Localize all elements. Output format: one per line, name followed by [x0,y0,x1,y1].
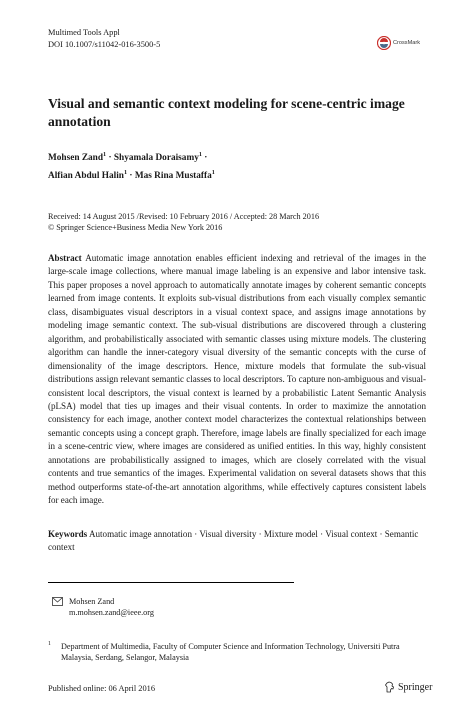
corresponding-author-email[interactable]: m.mohsen.zand@ieee.org [69,608,154,618]
author-affiliation-mark: 1 [211,168,215,176]
author-separator: · [106,153,114,164]
abstract-label: Abstract [48,253,82,263]
keywords-label: Keywords [48,529,88,539]
article-history [48,211,428,234]
crossmark-label: CrossMark [393,40,421,46]
copyright-line: © Springer Science+Business Media New York 2016 [48,223,223,233]
published-online: Published online: 06 April 2016 [48,684,156,693]
corresponding-author [52,596,154,618]
journal-name: Multimed Tools Appl [48,28,120,37]
author-name[interactable]: Alfian Abdul Halin [48,170,124,181]
crossmark-badge[interactable] [377,36,420,50]
author-affiliation-mark: 1 [198,151,202,158]
author-affiliation-mark: 1 [103,151,107,158]
abstract [48,252,426,508]
footnote-divider [48,582,294,583]
affiliation-text: Department of Multimedia, Faculty of Computer Science and Information Technology, Universiti Putra Malaysia, Serdang, Selangor, Malaysia [61,642,400,663]
corresponding-author-name: Mohsen Zand [69,597,115,606]
affiliation-footnote [48,641,428,663]
received-revised-accepted: Received: 14 August 2015 /Revised: 10 February 2016 / Accepted: 28 March 2016 [48,212,320,221]
author-separator: · [127,170,135,181]
publisher-name: Springer [398,681,433,693]
author-name[interactable]: Mas Rina Mustaffa [134,170,212,181]
doi: DOI 10.1007/s11042-016-3500-5 [48,39,161,49]
keywords [48,528,426,555]
author-affiliation-mark: 1 [123,168,128,176]
affiliation-number: 1 [48,641,51,647]
author-name[interactable]: Mohsen Zand [48,153,104,164]
publisher-logo [384,681,432,693]
abstract-text: Automatic image annotation enables efficient indexing and retrieval of the images in the large-scale image collections, where manual image labeling is an expensive and labor intensive task. This paper proposes a novel approach to automatically annotate images by coherent semantic concepts learned from image contents. It exploits sub-visual distributions from each visually complex semantic class, disambiguates visual descriptors in a visual context space, and assigns image annotations by modeling image semantic context. The sub-visual distributions are discovered through a clustering algorithm, and probabilistically associated with semantic classes using mixture models. The clustering algorithm can handle the inner-category visual diversity of the semantic concepts with the curse of dimensionality of the image descriptors. Hence, mixture models that formulate the sub-visual distributions assign relevant semantic classes to local descriptors. To capture non-ambiguous and visual-consistent local descriptors, the visual context is learned by a probabilistic Latent Semantic Analysis (pLSA) model that ties up images and their visual contents. In order to maximize the annotation consistency for each image, another context model characterizes the contextual relationships between semantic concepts using a concept graph. Therefore, image labels are finally specialized for each image in a scene-centric view, where images are considered as unified entities. In this way, highly consistent annotations are probabilistically assigned to images, which are closely correlated with the visual contents and true semantics of the images. Experimental validation on several datasets shows that this method outperforms state-of-the-art annotation algorithms, while effectively captures consistent labels for each image. [48,253,426,506]
springer-horse-logo [384,681,395,693]
paper-title: Visual and semantic context modeling for scene-centric image annotation [48,96,405,129]
keywords-text: Automatic image annotation · Visual diversity · Mixture model · Visual context · Semantic context [48,529,419,553]
author-name[interactable]: Shyamala Doraisamy [113,153,199,164]
journal-header [48,27,160,50]
crossmark-icon [377,36,391,50]
author-list [48,148,428,183]
author-separator: · [201,153,208,164]
envelope-icon [52,597,63,606]
